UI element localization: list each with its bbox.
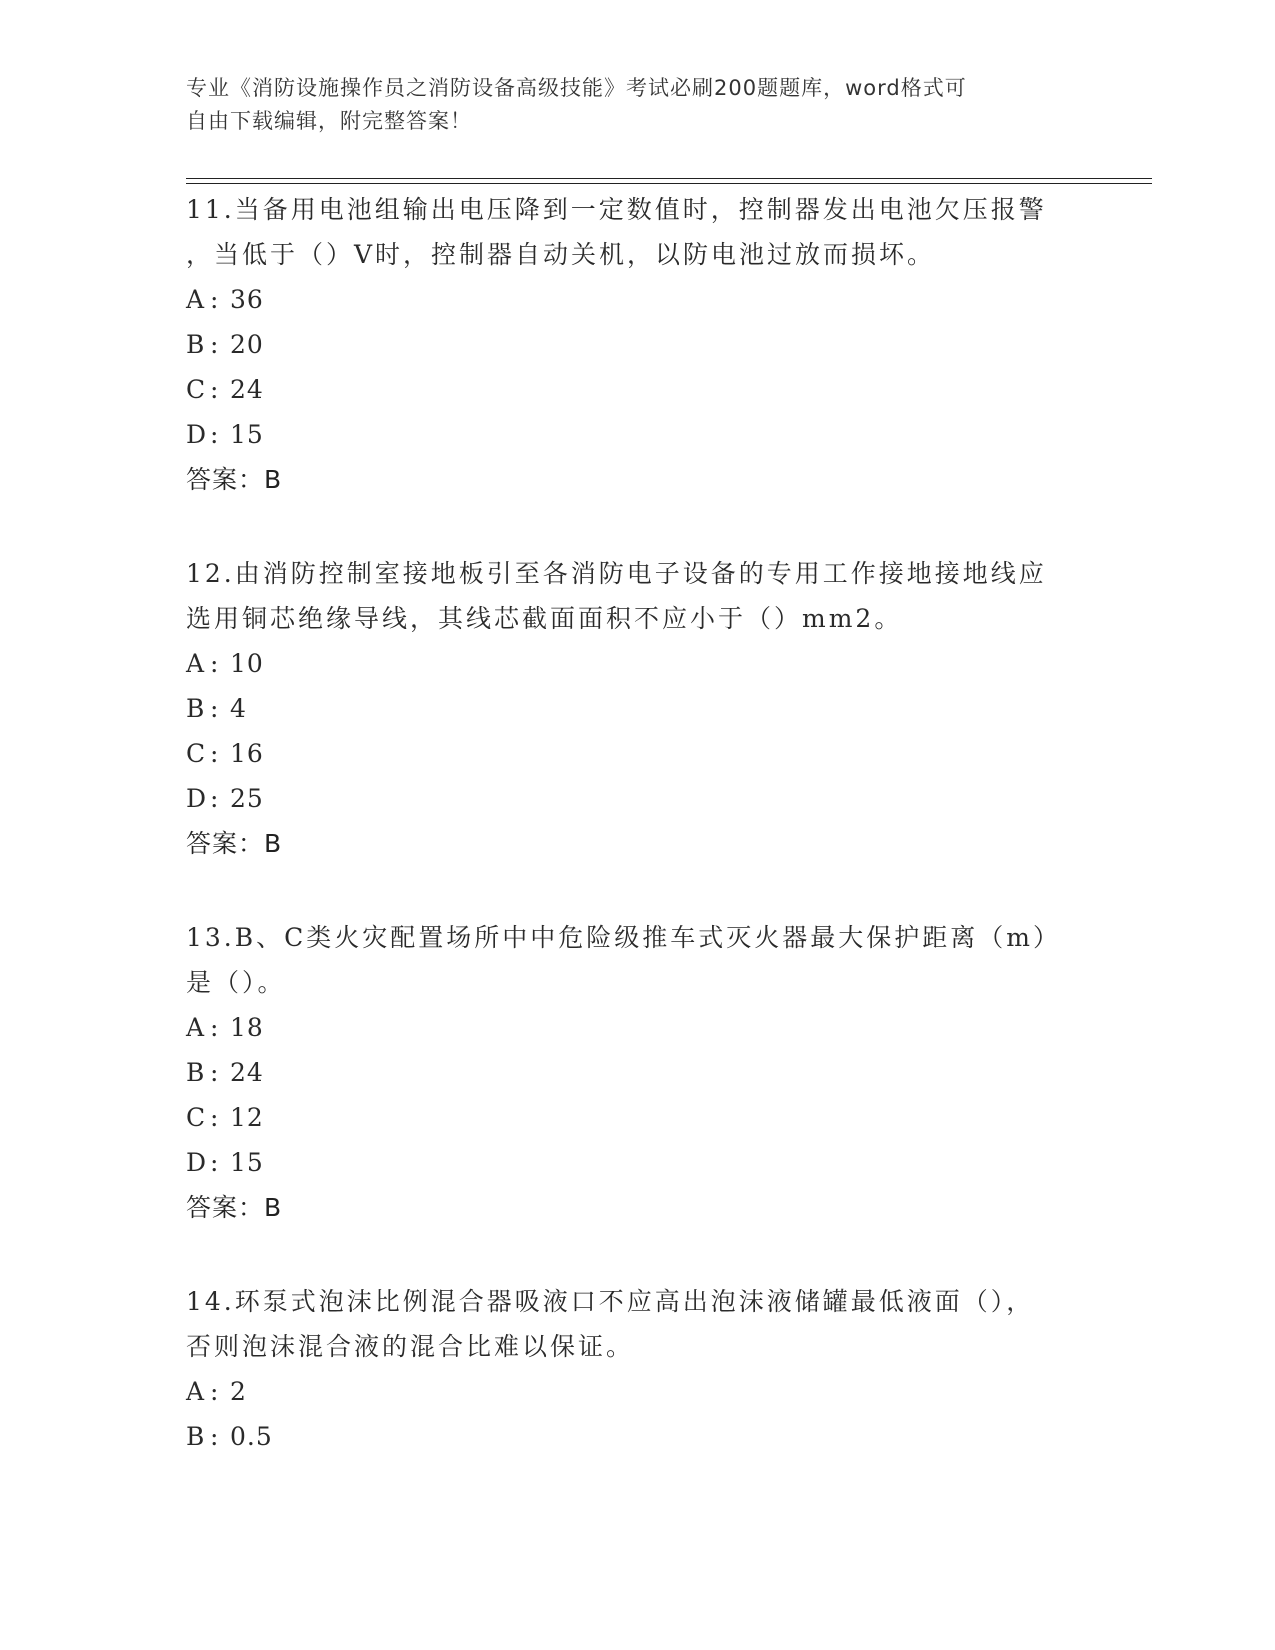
answer-line: 答案：B — [186, 465, 283, 494]
option-value: 24 — [230, 1058, 264, 1087]
option-colon: : — [210, 285, 220, 314]
option-letter: A — [186, 649, 206, 678]
option-colon: : — [210, 1058, 220, 1087]
option-colon: : — [210, 649, 220, 678]
header-line-2: 自由下载编辑，附完整答案！ — [186, 109, 472, 133]
option-value: 25 — [230, 784, 264, 813]
option-letter: B — [186, 694, 206, 723]
question-text-line: 12.由消防控制室接地板引至各消防电子设备的专用工作接地接地线应 — [186, 559, 1047, 588]
option-b — [186, 322, 1106, 367]
question-12 — [186, 551, 1106, 866]
option-letter: C — [186, 375, 207, 404]
option-value: 36 — [230, 285, 264, 314]
option-colon: : — [210, 375, 220, 404]
option-letter: C — [186, 1103, 207, 1132]
option-value: 18 — [230, 1013, 264, 1042]
question-text-line: 14.环泵式泡沫比例混合器吸液口不应高出泡沫液储罐最低液面（）， — [186, 1287, 1035, 1316]
option-colon: : — [210, 420, 220, 449]
question-13 — [186, 915, 1106, 1230]
option-colon: : — [210, 1377, 220, 1406]
option-colon: : — [210, 1013, 220, 1042]
option-value: 16 — [230, 739, 264, 768]
header-divider-top — [186, 178, 1152, 179]
option-a — [186, 277, 1106, 322]
option-colon: : — [210, 1103, 220, 1132]
header-divider-bottom — [186, 183, 1152, 184]
option-b — [186, 1414, 1106, 1459]
option-c — [186, 731, 1106, 776]
option-a — [186, 1369, 1106, 1414]
option-colon: : — [210, 739, 220, 768]
option-d — [186, 412, 1106, 457]
option-a — [186, 641, 1106, 686]
option-colon: : — [210, 1422, 220, 1451]
option-c — [186, 1095, 1106, 1140]
option-letter: A — [186, 285, 206, 314]
option-d — [186, 776, 1106, 821]
option-value: 4 — [230, 694, 247, 723]
question-text-line: 11.当备用电池组输出电压降到一定数值时，控制器发出电池欠压报警 — [186, 195, 1047, 224]
option-colon: : — [210, 694, 220, 723]
header-line-1: 专业《消防设施操作员之消防设备高级技能》考试必刷200题题库，word格式可 — [186, 76, 967, 100]
option-value: 20 — [230, 330, 264, 359]
question-text-line: 否则泡沫混合液的混合比难以保证。 — [186, 1332, 635, 1361]
option-letter: D — [186, 784, 208, 813]
question-11 — [186, 187, 1106, 502]
option-colon: : — [210, 1148, 220, 1177]
question-text-line: 13.B、C类火灾配置场所中中危险级推车式灭火器最大保护距离（m） — [186, 923, 1061, 952]
option-colon: : — [210, 784, 220, 813]
option-value: 10 — [230, 649, 264, 678]
option-colon: : — [210, 330, 220, 359]
option-letter: B — [186, 1058, 206, 1087]
question-text-line: 选用铜芯绝缘导线，其线芯截面面积不应小于（）mm2。 — [186, 604, 903, 633]
option-value: 24 — [230, 375, 264, 404]
answer-line: 答案：B — [186, 829, 283, 858]
document-header — [186, 72, 1086, 138]
question-text-line: 是（）。 — [186, 968, 286, 997]
question-text-line: ，当低于（）V时，控制器自动关机，以防电池过放而损坏。 — [186, 240, 936, 269]
option-letter: A — [186, 1377, 206, 1406]
option-value: 12 — [230, 1103, 264, 1132]
option-letter: D — [186, 420, 208, 449]
option-b — [186, 1050, 1106, 1095]
option-letter: B — [186, 330, 206, 359]
option-value: 15 — [230, 1148, 264, 1177]
answer-line: 答案：B — [186, 1193, 283, 1222]
question-14 — [186, 1279, 1106, 1459]
option-letter: C — [186, 739, 207, 768]
option-value: 2 — [230, 1377, 247, 1406]
option-letter: A — [186, 1013, 206, 1042]
option-c — [186, 367, 1106, 412]
option-letter: D — [186, 1148, 208, 1177]
option-b — [186, 686, 1106, 731]
option-d — [186, 1140, 1106, 1185]
option-letter: B — [186, 1422, 206, 1451]
option-value: 15 — [230, 420, 264, 449]
option-a — [186, 1005, 1106, 1050]
option-value: 0.5 — [230, 1422, 273, 1451]
